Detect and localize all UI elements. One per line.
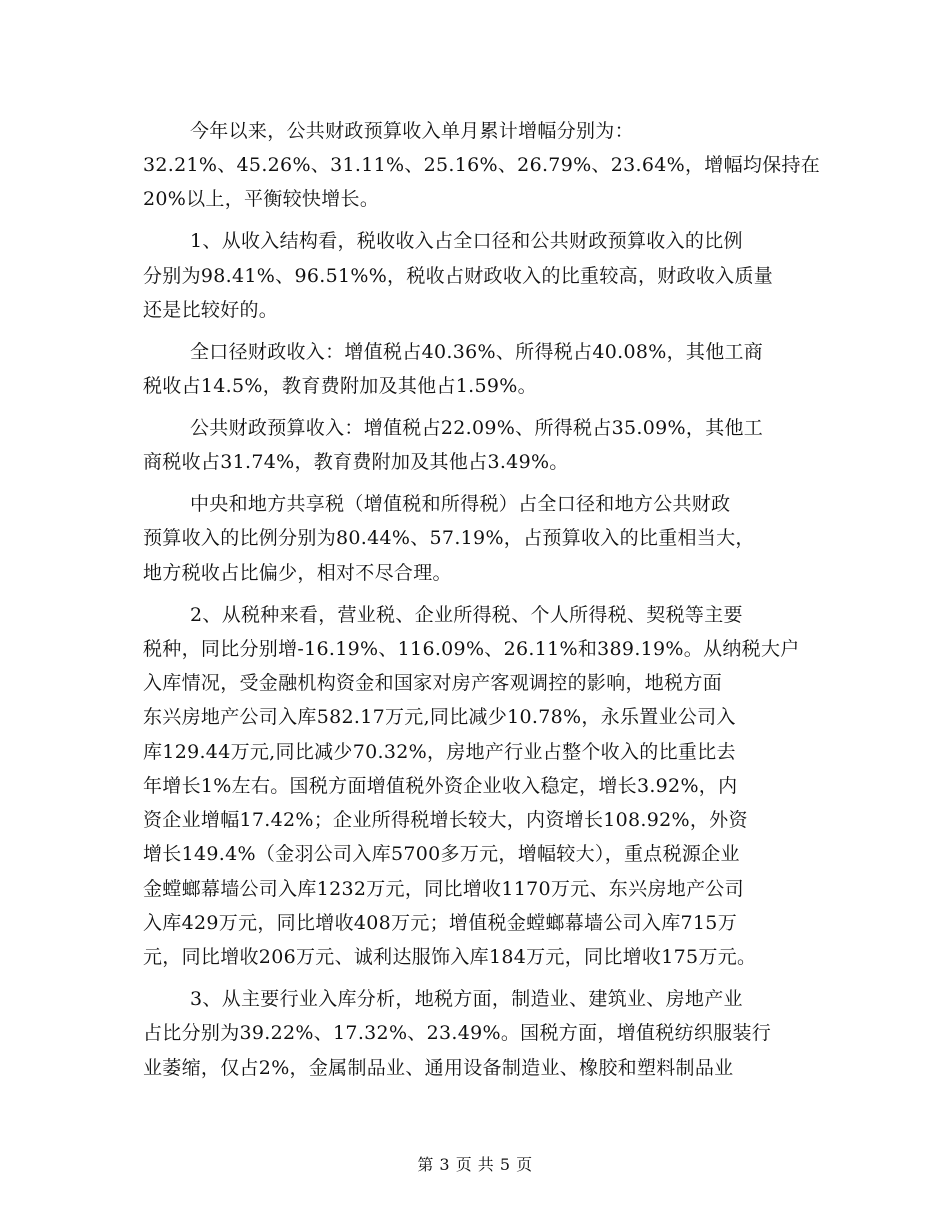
text-line: 3、从主要行业入库分析，地税方面，制造业、建筑业、房地产业 <box>190 988 743 1010</box>
text-line: 今年以来，公共财政预算收入单月累计增幅分别为： <box>190 120 634 142</box>
text-line: 商税收占31.74%，教育费附加及其他占3.49%。 <box>143 451 569 473</box>
text-line: 税收占14.5%，教育费附加及其他占1.59%。 <box>143 375 537 397</box>
text-line: 全口径财政收入：增值税占40.36%、所得税占40.08%，其他工商 <box>190 341 764 363</box>
text-line: 金螳螂幕墙公司入库1232万元，同比增收1170万元、东兴房地产公司 <box>143 878 744 900</box>
text-line: 业萎缩，仅占2%，金属制品业、通用设备制造业、橡胶和塑料制品业 <box>143 1057 734 1079</box>
text-line: 2、从税种来看，营业税、企业所得税、个人所得税、契税等主要 <box>190 604 743 626</box>
text-line: 资企业增幅17.42%；企业所得税增长较大，内资增长108.92%，外资 <box>143 809 748 831</box>
text-line: 税种，同比分别增-16.19%、116.09%、26.11%和389.19%。从纳税大户 <box>143 638 800 660</box>
text-line: 预算收入的比例分别为80.44%、57.19%，占预算收入的比重相当大， <box>143 527 755 549</box>
text-line: 库129.44万元,同比减少70.32%，房地产行业占整个收入的比重比去 <box>143 741 736 763</box>
page-number-footer: 第 3 页 共 5 页 <box>417 1155 533 1174</box>
text-line: 年增长1%左右。国税方面增值税外资企业收入稳定，增长3.92%，内 <box>143 775 738 797</box>
text-line: 东兴房地产公司入库582.17万元,同比减少10.78%，永乐置业公司入 <box>143 706 736 728</box>
text-line: 增长149.4%（金羽公司入库5700多万元，增幅较大），重点税源企业 <box>143 843 740 865</box>
text-line: 入库情况，受金融机构资金和国家对房产客观调控的影响，地税方面 <box>143 672 723 694</box>
text-line: 入库429万元，同比增收408万元；增值税金螳螂幕墙公司入库715万 <box>143 912 737 934</box>
text-line: 公共财政预算收入：增值税占22.09%、所得税占35.09%，其他工 <box>190 417 764 439</box>
text-line: 分别为98.41%、96.51%%，税收占财政收入的比重较高，财政收入质量 <box>143 265 774 287</box>
text-line: 32.21%、45.26%、31.11%、25.16%、26.79%、23.64%，增幅均保持在 <box>143 154 821 176</box>
text-line: 20%以上，平衡较快增长。 <box>143 188 380 210</box>
text-line: 还是比较好的。 <box>143 299 279 321</box>
text-line: 1、从收入结构看，税收收入占全口径和公共财政预算收入的比例 <box>190 230 743 252</box>
text-line: 中央和地方共享税（增值税和所得税）占全口径和地方公共财政 <box>190 493 731 515</box>
text-line: 元，同比增收206万元、诚利达服饰入库184万元，同比增收175万元。 <box>143 946 757 968</box>
text-line: 地方税收占比偏少，相对不尽合理。 <box>143 562 452 584</box>
text-line: 占比分别为39.22%、17.32%、23.49%。国税方面，增值税纺织服装行 <box>143 1022 772 1044</box>
